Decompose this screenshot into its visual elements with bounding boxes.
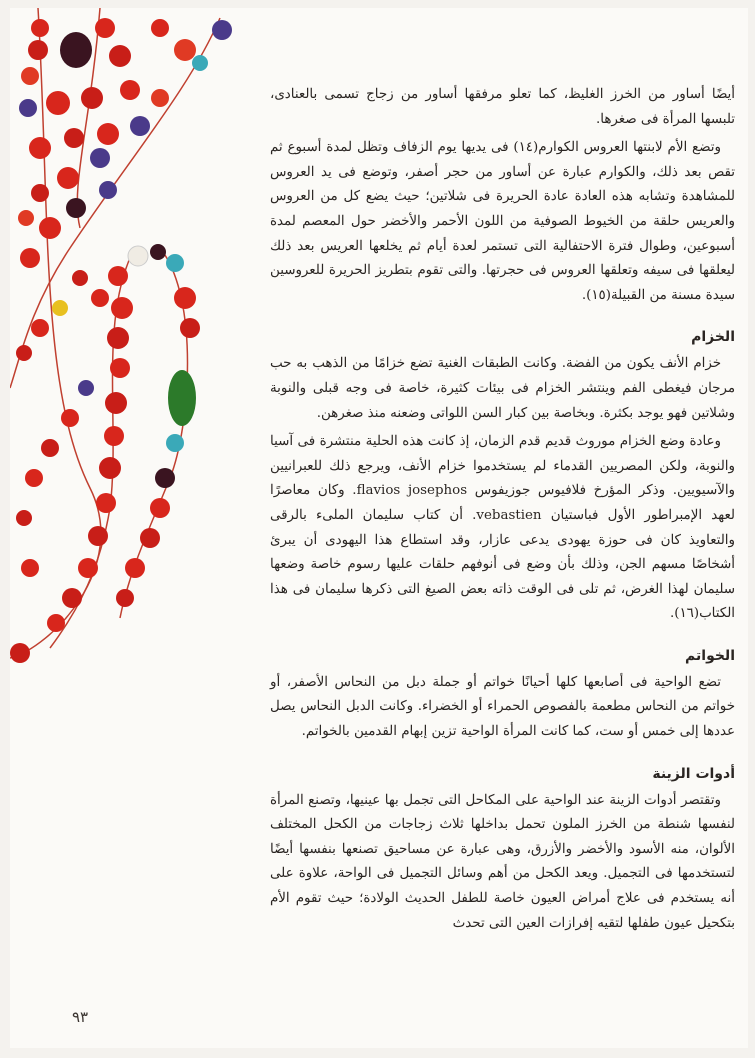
section-heading-zeena: أدوات الزينة — [652, 765, 735, 782]
paragraph: تضع الواحية فى أصابعها كلها أحيانًا خواتم أو جملة دبل من النحاس الأصفر، أو خواتم من النحاس مطعمة بالفصوص الحمراء أو الخضراء. وكانت الدبل النحاس يصل عددها إلى خمس أو ست، كما كانت المرأة الواحية تزين إبهام القدمين بالخواتم. — [270, 674, 735, 740]
page-number: ٩٣ — [72, 1008, 89, 1026]
bead-necklace-image — [10, 8, 250, 688]
paragraph: وعادة وضع الخزام موروث قديم قدم الزمان، إذ كانت هذه الحلية منتشرة فى آسيا والنوبة، ولكن المصريين القدماء لم يستخدموا خزام الأنف، ويرجع ذلك للعبرانيين والآسيويين. وذكر المؤرخ فلافيوس جوزيفوس flavios josephos. وكان معاصرًا لعهد الإمبراطور الأول فباستيان vebastien. أن كتاب سليمان الملىء بالرقى والتعاويذ كان فى حوزة يهودى يدعى عازار، وقد استطاع هذا اليهودى أن يبرئ أشخاصًا مسهم الجن، وذلك بأن وضع فى أنوفهم حلقات عليها رسوم خاصة وضعها سليمان لهذا الغرض، ثم تلى فى الوقت ذاته بعض الصيغ التى ذكرها سليمان فى هذا الكتاب(١٦). — [270, 434, 736, 622]
page — [10, 8, 748, 1048]
paragraph: أيضًا أساور من الخرز الغليظ، كما تعلو مرفقها أساور من زجاج تسمى بالعنادى، تلبسها المرأة فى صغرها. — [270, 87, 735, 127]
section-heading-khawatim: الخواتم — [685, 647, 735, 664]
article-body — [270, 83, 735, 940]
paragraph: وتضع الأم لابنتها العروس الكوارم(١٤) فى يديها يوم الزفاف وتظل لمدة أسبوع ثم تقص بعد ذلك، والكوارم عبارة عن أساور من حجر أصفر، وتوضع فى يد العروس للمشاهدة وتشابه هذه العادة عادة الحريرة فى شلاتين؛ حيث يضع كل من العروس والعريس حلقة من الخيوط الصوفية من اللون الأحمر والأخضر حول المعصم لمدة أسبوعين، وطوال فترة الاحتفالية التى تستمر لعدة أيام ثم يخلعها العريس بعد ذلك ليعلقها فى سيفه وتعلقها العروس فى حجرتها. والتى تقوم بتطريز الحريرة للعروسين سيدة مسنة من القبيلة(١٥). — [270, 140, 735, 303]
paragraph: خزام الأنف يكون من الفضة. وكانت الطبقات الغنية تضع خزامًا من الذهب به حب مرجان فيغطى الفم وينتشر الخزام فى بيئات كثيرة، خاصة فى وجه قبلى والنوبة وشلاتين فهو يوجد بكثرة. وبخاصة بين كبار السن اللواتى وضعنه منذ صغرهن. — [270, 356, 735, 421]
section-heading-khizam: الخزام — [691, 329, 735, 346]
paragraph: وتقتصر أدوات الزينة عند الواحية على المكاحل التى تجمل بها عينيها، وتصنع المرأة لنفسها شنطة من الخرز الملون تحمل بداخلها ثلاث زجاجات من الكحل المختلف الألوان، منه الأسود والأخضر والأزرق، وهى عبارة عن مساحيق تصنعها بنفسها أيضًا لتستخدمها فى التجميل. ويعد الكحل من أهم وسائل التجميل فى الواحة، علاوة على أنه يستخدم فى علاج أمراض العيون خاصة للطفل الحديث الولادة؛ حيث تقوم الأم بتكحيل عيون طفلها لتقيه إفرازات العين التى تحدث — [270, 792, 735, 931]
